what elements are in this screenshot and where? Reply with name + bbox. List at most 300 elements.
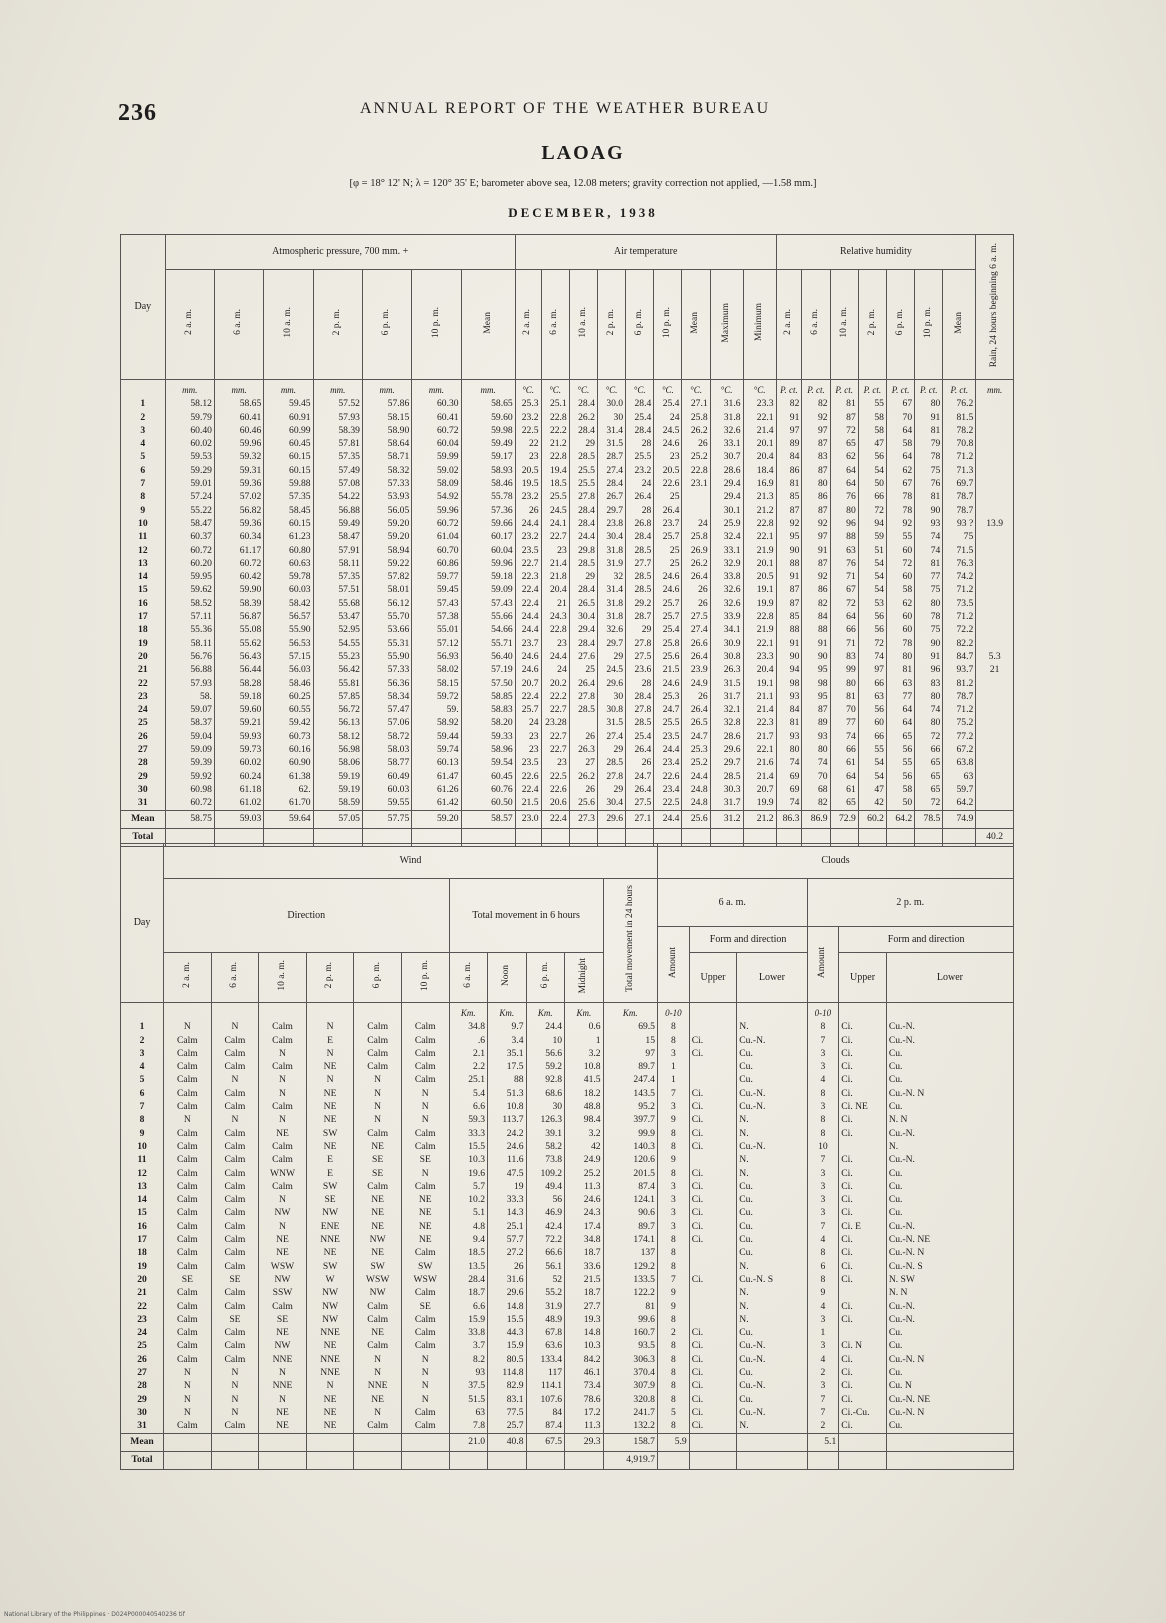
data-cell: 31.8 [710, 411, 743, 424]
data-cell: 56.53 [264, 637, 313, 650]
data-cell: 27.5 [626, 650, 654, 663]
data-cell: Ci. [689, 1034, 737, 1047]
table-row [121, 597, 1014, 610]
data-cell: Calm [164, 1353, 212, 1366]
data-cell: 99 [830, 663, 858, 676]
mean-cell: 60.2 [858, 810, 886, 828]
data-cell: 28.5 [626, 570, 654, 583]
data-cell: Ci. [689, 1100, 737, 1113]
data-cell: 58 [886, 783, 914, 796]
data-cell: 11.6 [488, 1153, 527, 1166]
data-cell: N [401, 1087, 449, 1100]
data-cell: 3 [807, 1060, 839, 1073]
data-cell: N [354, 1366, 402, 1379]
pressure-col-header [214, 270, 263, 380]
data-cell [689, 1246, 737, 1259]
upper-2pm-header: Upper [839, 953, 887, 1003]
data-cell: 31.9 [597, 557, 625, 570]
data-cell: 49.4 [526, 1180, 565, 1193]
data-cell: Calm [164, 1206, 212, 1219]
mean-cell: 78.5 [915, 810, 943, 828]
day-cell: 1 [121, 1020, 164, 1033]
total-cell [689, 1451, 737, 1469]
data-cell: 58.06 [313, 756, 362, 769]
data-cell: 26.2 [682, 557, 710, 570]
data-cell: Calm [164, 1260, 212, 1273]
data-cell: 74 [915, 544, 943, 557]
data-cell: 58 [858, 411, 886, 424]
movement-unit: Km. [603, 1003, 657, 1021]
pressure-col-header-text: 10 p. m. [430, 306, 441, 338]
pressure-col-header [165, 270, 214, 380]
data-cell: 30.4 [569, 610, 597, 623]
data-cell: 26.4 [569, 677, 597, 690]
data-cell: 56 [858, 623, 886, 636]
data-cell: 10.8 [488, 1100, 527, 1113]
day-cell: 29 [121, 770, 166, 783]
data-cell: N. SW [886, 1273, 1013, 1286]
data-cell: 22.7 [541, 743, 569, 756]
data-cell: 25 [654, 490, 682, 503]
data-cell: 54 [858, 570, 886, 583]
data-cell: 91 [915, 650, 943, 663]
data-cell: 95.2 [603, 1100, 657, 1113]
data-cell: 8 [807, 1020, 839, 1033]
data-cell: 53.66 [362, 623, 411, 636]
data-cell: NNE [306, 1366, 354, 1379]
data-cell: 57.7 [488, 1233, 527, 1246]
table-row [121, 1246, 1014, 1259]
pressure-unit: mm. [165, 380, 214, 398]
humidity-col-header-text: Mean [953, 311, 964, 334]
data-cell: Cu.-N. N [886, 1087, 1013, 1100]
data-cell: 25.6 [569, 796, 597, 810]
mean-cell: 24.4 [654, 810, 682, 828]
amount-6am-header [657, 927, 689, 1003]
temperature-unit: °C. [710, 380, 743, 398]
mean-cell [164, 1433, 212, 1451]
mean-label: Mean [121, 1433, 164, 1451]
total-rain-cell: 40.2 [976, 828, 1014, 846]
data-cell: 59.18 [214, 690, 263, 703]
data-cell: 1 [565, 1034, 604, 1047]
data-cell [976, 716, 1014, 729]
data-cell: 17.4 [565, 1220, 604, 1233]
station-coordinates: [φ = 18° 12' N; λ = 120° 35' E; barometer above sea, 12.08 meters; gravity correction not applied, —1.58 mm.] [349, 178, 817, 189]
data-cell: 29 [597, 783, 625, 796]
data-cell: N [259, 1393, 307, 1406]
data-cell: 306.3 [603, 1353, 657, 1366]
temperature-unit: °C. [743, 380, 776, 398]
clouds-2pm-subheader: 2 p. m. [807, 879, 1013, 927]
data-cell: Cu. [886, 1180, 1013, 1193]
temperature-unit: °C. [597, 380, 625, 398]
data-cell: N [306, 1047, 354, 1060]
data-cell: 57.35 [313, 450, 362, 463]
data-cell: 60.02 [165, 437, 214, 450]
data-cell: Cu.-N. [737, 1353, 807, 1366]
data-cell: 2 [657, 1326, 689, 1339]
data-cell: 26.4 [626, 783, 654, 796]
data-cell: 51.3 [488, 1087, 527, 1100]
data-cell: 58.34 [362, 690, 411, 703]
data-cell: 23.2 [626, 464, 654, 477]
mean-cell: 59.20 [412, 810, 461, 828]
data-cell: 32.9 [710, 557, 743, 570]
data-cell [976, 450, 1014, 463]
data-cell [689, 1313, 737, 1326]
data-cell: 59.72 [412, 690, 461, 703]
data-cell: 22.8 [743, 610, 776, 623]
data-cell: Calm [164, 1140, 212, 1153]
data-cell: 4 [807, 1353, 839, 1366]
data-cell: SE [401, 1300, 449, 1313]
data-cell: 241.7 [603, 1406, 657, 1419]
data-cell: 59.36 [214, 517, 263, 530]
data-cell: 64 [830, 610, 858, 623]
data-cell: Ci. [839, 1206, 887, 1219]
data-cell: 55.68 [313, 597, 362, 610]
mean-cell: 57.75 [362, 810, 411, 828]
pressure-col-header-text: 10 a. m. [282, 307, 293, 338]
amount-unit: 0-10 [657, 1003, 689, 1021]
data-cell: 58.92 [412, 716, 461, 729]
table-row [121, 1379, 1014, 1392]
data-cell: Calm [401, 1246, 449, 1259]
data-cell: 21.7 [743, 730, 776, 743]
data-cell: Calm [259, 1060, 307, 1073]
data-cell: 9 [657, 1153, 689, 1166]
data-cell: 76 [830, 557, 858, 570]
data-cell: 24.5 [541, 504, 569, 517]
data-cell: Ci. [839, 1313, 887, 1326]
data-cell: 71.3 [943, 464, 976, 477]
mean-cell [839, 1433, 887, 1451]
data-cell: Calm [401, 1073, 449, 1086]
data-cell: 3 [807, 1167, 839, 1180]
data-cell: 31.8 [597, 597, 625, 610]
data-cell: 35.1 [488, 1047, 527, 1060]
day-cell: 12 [121, 1167, 164, 1180]
data-cell: 30.7 [710, 450, 743, 463]
data-cell: 26.4 [626, 490, 654, 503]
data-cell: 61.18 [214, 783, 263, 796]
data-cell: SW [306, 1260, 354, 1273]
data-cell: 20.1 [743, 557, 776, 570]
day-cell: 21 [121, 663, 166, 676]
data-cell [976, 397, 1014, 410]
data-cell: 99.6 [603, 1313, 657, 1326]
data-cell: 58.2 [526, 1140, 565, 1153]
data-cell: 62. [264, 783, 313, 796]
humidity-col-header [776, 270, 802, 380]
data-cell: Calm [211, 1127, 259, 1140]
form-6am-header: Form and direction [689, 927, 807, 953]
table-row [121, 1366, 1014, 1379]
direction-col-header [401, 953, 449, 1003]
data-cell: N [401, 1393, 449, 1406]
data-cell: 87 [776, 504, 802, 517]
data-cell: Cu. N [886, 1379, 1013, 1392]
data-cell: Cu.-N. N [886, 1406, 1013, 1419]
movement-col-header [488, 953, 527, 1003]
data-cell: 41.5 [565, 1073, 604, 1086]
data-cell: 22.8 [541, 623, 569, 636]
data-cell: 8 [807, 1273, 839, 1286]
data-cell: N [259, 1220, 307, 1233]
temperature-col-header [654, 270, 682, 380]
data-cell: 60.37 [165, 530, 214, 543]
data-cell: 3 [807, 1313, 839, 1326]
total-cell [211, 1451, 259, 1469]
data-cell: 4.8 [449, 1220, 488, 1233]
data-cell: 59.20 [362, 530, 411, 543]
data-cell: N [164, 1406, 212, 1419]
data-cell [689, 1300, 737, 1313]
data-cell: 96 [915, 663, 943, 676]
data-cell: 59.99 [412, 450, 461, 463]
data-cell: N. [737, 1300, 807, 1313]
data-cell: 56.82 [214, 504, 263, 517]
data-cell: 66 [915, 743, 943, 756]
data-cell: N [306, 1073, 354, 1086]
data-cell: 90 [776, 650, 802, 663]
data-cell: 26.4 [682, 703, 710, 716]
data-cell: 65 [915, 770, 943, 783]
data-cell: 160.7 [603, 1326, 657, 1339]
data-cell: 18.7 [449, 1286, 488, 1299]
data-cell: 59.88 [264, 477, 313, 490]
data-cell: 4 [807, 1300, 839, 1313]
data-cell: 66 [830, 743, 858, 756]
data-cell: Cu. [737, 1326, 807, 1339]
data-cell: 61.17 [214, 544, 263, 557]
data-cell: Calm [211, 1233, 259, 1246]
data-cell: Calm [164, 1339, 212, 1352]
data-cell: 60.99 [264, 424, 313, 437]
data-cell: NE [354, 1246, 402, 1259]
data-cell: SE [354, 1153, 402, 1166]
data-cell: 55.81 [313, 677, 362, 690]
data-cell: 75.2 [943, 716, 976, 729]
data-cell: Calm [164, 1127, 212, 1140]
data-cell: Calm [211, 1326, 259, 1339]
data-cell: 23.7 [654, 517, 682, 530]
data-cell: Calm [164, 1233, 212, 1246]
data-cell: Cu. [886, 1167, 1013, 1180]
data-cell: NE [401, 1220, 449, 1233]
data-cell: 57.12 [412, 637, 461, 650]
data-cell: Cu. [886, 1193, 1013, 1206]
data-cell: 29.7 [597, 637, 625, 650]
data-cell: 58.28 [214, 677, 263, 690]
data-cell: 59.32 [214, 450, 263, 463]
data-cell: Cu. [886, 1419, 1013, 1433]
mean-cell: 27.1 [626, 810, 654, 828]
data-cell: 56.42 [313, 663, 362, 676]
data-cell: Calm [211, 1153, 259, 1166]
data-cell [976, 610, 1014, 623]
table-row [121, 490, 1014, 503]
data-cell: 25.7 [654, 530, 682, 543]
data-cell: 61.04 [412, 530, 461, 543]
data-cell: 2 [807, 1419, 839, 1433]
data-cell: Ci. [839, 1113, 887, 1126]
data-cell [569, 716, 597, 729]
data-cell: NE [259, 1326, 307, 1339]
data-cell: 23.9 [682, 663, 710, 676]
data-cell: 60.45 [264, 437, 313, 450]
data-cell: N [354, 1113, 402, 1126]
table-row [121, 1233, 1014, 1246]
data-cell: 93 ? [943, 517, 976, 530]
data-cell: 55 [886, 756, 914, 769]
data-cell: 6 [807, 1260, 839, 1273]
pressure-col-header-text: 2 p. m. [332, 309, 343, 336]
mean-cell: 21.2 [743, 810, 776, 828]
data-cell: 60.24 [214, 770, 263, 783]
data-cell: 15 [603, 1034, 657, 1047]
data-cell: 8 [657, 1260, 689, 1273]
data-cell: Calm [211, 1100, 259, 1113]
data-cell: Calm [211, 1140, 259, 1153]
data-cell: NW [259, 1273, 307, 1286]
data-cell: 34.8 [565, 1233, 604, 1246]
data-cell: 140.3 [603, 1140, 657, 1153]
data-cell: 8 [657, 1339, 689, 1352]
data-cell: 80 [886, 650, 914, 663]
data-cell: 81 [830, 397, 858, 410]
data-cell: NE [259, 1233, 307, 1246]
data-cell: Calm [164, 1087, 212, 1100]
data-cell: 24.3 [565, 1206, 604, 1219]
data-cell: 8 [657, 1366, 689, 1379]
table-row [121, 1167, 1014, 1180]
data-cell: 81.2 [943, 677, 976, 690]
data-cell: 66 [858, 490, 886, 503]
data-cell: 95 [776, 530, 802, 543]
data-cell: Ci. [839, 1233, 887, 1246]
direction-col-header-text: 6 a. m. [229, 962, 240, 989]
day-cell: 11 [121, 1153, 164, 1166]
table-row [121, 677, 1014, 690]
mean-cell: 59.64 [264, 810, 313, 828]
units-spacer [737, 1003, 807, 1021]
data-cell: 58.72 [362, 730, 411, 743]
data-cell: 15.9 [488, 1339, 527, 1352]
data-cell: 24.4 [515, 517, 541, 530]
t1-group-row [121, 235, 1014, 270]
data-cell: 22.3 [515, 570, 541, 583]
data-cell: 92.8 [526, 1073, 565, 1086]
data-cell: 23 [515, 450, 541, 463]
direction-subheader: Direction [164, 879, 449, 953]
data-cell: Ci. [689, 1339, 737, 1352]
data-cell: 56 [858, 450, 886, 463]
data-cell: 29 [597, 743, 625, 756]
data-cell: 20.7 [743, 783, 776, 796]
data-cell: 57.49 [313, 464, 362, 477]
data-cell: N [164, 1379, 212, 1392]
data-cell: 133.5 [603, 1273, 657, 1286]
data-cell: SSW [259, 1286, 307, 1299]
data-cell: 66 [830, 623, 858, 636]
data-cell: 70 [830, 703, 858, 716]
data-cell: 59.90 [214, 583, 263, 596]
data-cell: 78.7 [943, 490, 976, 503]
data-cell: NW [306, 1300, 354, 1313]
data-cell: 56.05 [362, 504, 411, 517]
data-cell: 25.1 [541, 397, 569, 410]
data-cell: Calm [211, 1339, 259, 1352]
data-cell: 28.4 [569, 397, 597, 410]
data-cell: 5.1 [449, 1206, 488, 1219]
data-cell: 78 [886, 504, 914, 517]
data-cell: 201.5 [603, 1167, 657, 1180]
direction-col-header-text: 10 a. m. [276, 960, 287, 991]
data-cell: 59.29 [165, 464, 214, 477]
data-cell: Cu.-N. [886, 1220, 1013, 1233]
data-cell: 80 [915, 597, 943, 610]
data-cell: 59 [858, 530, 886, 543]
data-cell: 25 [569, 663, 597, 676]
data-cell: Ci. [689, 1087, 737, 1100]
data-cell: 307.9 [603, 1379, 657, 1392]
data-cell: 84 [776, 703, 802, 716]
data-cell: WSW [401, 1273, 449, 1286]
data-cell: 27.8 [569, 490, 597, 503]
data-cell: 87.4 [603, 1180, 657, 1193]
data-cell: 56.88 [165, 663, 214, 676]
data-cell: 66 [858, 677, 886, 690]
data-cell: 60.03 [362, 783, 411, 796]
data-cell: 48.9 [526, 1313, 565, 1326]
data-cell: 98 [802, 677, 830, 690]
data-cell: Ci. [689, 1193, 737, 1206]
data-cell: Calm [211, 1300, 259, 1313]
data-cell: 33.9 [710, 610, 743, 623]
data-cell: 27.7 [565, 1300, 604, 1313]
data-cell: 22.8 [743, 517, 776, 530]
data-cell: 56.44 [214, 663, 263, 676]
data-cell: 60.04 [461, 544, 515, 557]
direction-col-header-text: 2 a. m. [181, 962, 192, 989]
data-cell: Calm [401, 1286, 449, 1299]
data-cell: 97 [802, 530, 830, 543]
data-cell: NE [306, 1140, 354, 1153]
data-cell: 10 [526, 1034, 565, 1047]
data-cell: 28.5 [710, 770, 743, 783]
data-cell: 31.8 [597, 544, 625, 557]
data-cell: 57.33 [362, 663, 411, 676]
data-cell: N. [737, 1313, 807, 1326]
data-cell: 24.6 [488, 1140, 527, 1153]
data-cell: 59.39 [165, 756, 214, 769]
data-cell: Calm [259, 1153, 307, 1166]
data-cell: 31.6 [488, 1273, 527, 1286]
data-cell: 55.66 [461, 610, 515, 623]
data-cell: Ci. E [839, 1220, 887, 1233]
pressure-unit: mm. [461, 380, 515, 398]
data-cell: 27.5 [626, 796, 654, 810]
data-cell: 80 [915, 716, 943, 729]
data-cell: Calm [164, 1073, 212, 1086]
data-cell: 91 [802, 637, 830, 650]
humidity-col-header [802, 270, 830, 380]
table-row [121, 477, 1014, 490]
data-cell: Ci. [839, 1034, 887, 1047]
data-cell: 63 [830, 544, 858, 557]
